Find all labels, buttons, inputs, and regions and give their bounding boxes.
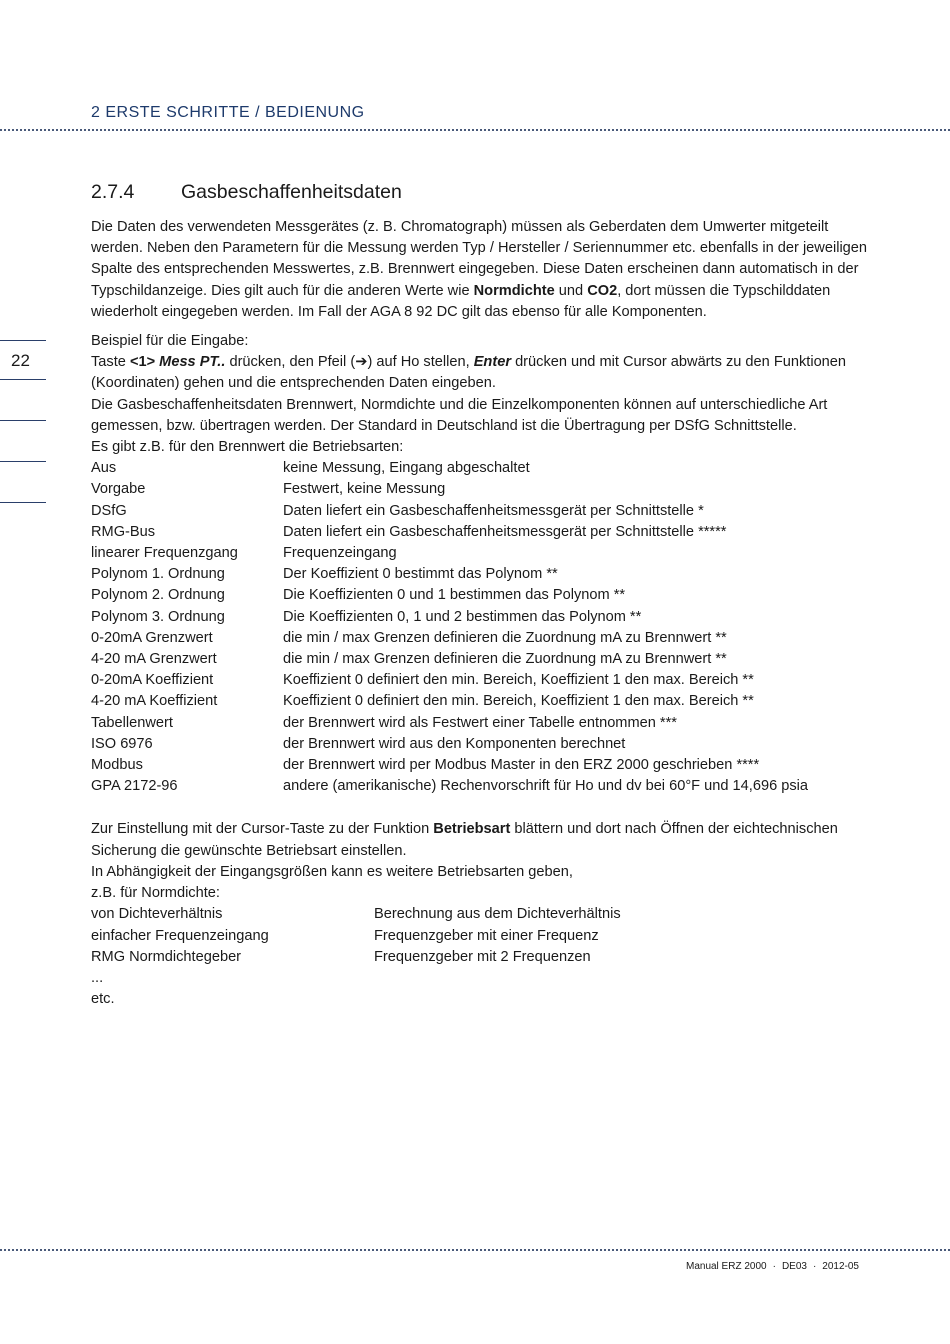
list-item <box>91 776 881 797</box>
dependency-paragraph: In Abhängigkeit der Eingangsgrößen kann es weitere Betriebsarten geben, <box>91 863 573 880</box>
etc-text: etc. <box>91 991 115 1008</box>
density-mode-name: einfacher Frequenzeingang <box>91 927 269 944</box>
intro-bold-normdichte: Normdichte <box>473 282 555 299</box>
density-mode-desc: Frequenzgeber mit 2 Frequenzen <box>374 948 591 965</box>
example-key: <1> <box>129 354 156 371</box>
mode-desc: Der Koeffizient 0 bestimmt das Polynom ** <box>283 566 558 583</box>
mode-name: Polynom 3. Ordnung <box>91 608 225 625</box>
density-mode-name: RMG Normdichtegeber <box>91 948 242 965</box>
mode-name: GPA 2172-96 <box>91 778 178 795</box>
example-text-4: drücken und mit Cursor abwärts zu den Funktionen (Koordinaten) gehen und die entsprechenden Daten eingeben. <box>91 354 847 392</box>
mode-name: linearer Frequenzgang <box>91 545 238 562</box>
mode-desc: Frequenzeingang <box>283 545 397 562</box>
list-item <box>91 755 881 776</box>
intro-text-1: Die Daten des verwendeten Messgerätes (z. B. Chromatograph) müssen als Geberdaten dem Umwerter mitgeteilt werden. Neben den Parametern für die Messung werden Typ / Hersteller / Seriennummer etc. ebenfalls in der jeweiligen Spalte des entsprechenden Messwertes, z.B. Brennwert eingegeben. Diese Daten erscheinen dann automatisch in der Typschildanzeige. Dies gilt auch für die anderen Werte wie <box>91 219 868 299</box>
density-modes-list <box>91 904 881 968</box>
mode-desc: die min / max Grenzen definieren die Zuordnung mA zu Brennwert ** <box>283 651 727 668</box>
density-mode-desc: Frequenzgeber mit einer Frequenz <box>374 927 599 944</box>
mode-name: ISO 6976 <box>91 735 153 752</box>
list-item <box>91 904 881 925</box>
ellipsis: ... <box>91 969 104 986</box>
list-item <box>91 522 881 543</box>
list-item <box>91 501 881 522</box>
mode-desc: andere (amerikanische) Rechenvorschrift für Ho und dv bei 60°F und 14,696 psia <box>283 778 809 795</box>
mode-name: Tabellenwert <box>91 714 173 731</box>
footer-doc: DE03 <box>781 1261 807 1272</box>
list-item <box>91 564 881 585</box>
mode-name: RMG-Bus <box>91 523 156 540</box>
intro-text-2: und <box>554 282 588 299</box>
modes-list <box>91 458 881 797</box>
list-item <box>91 607 881 628</box>
example-paragraph <box>91 352 881 394</box>
mode-name: DSfG <box>91 502 127 519</box>
intro-text-3: , dort müssen die Typschilddaten wiederholt eingegeben werden. Im Fall der AGA 8 92 DC gilt das ebenso für alle Komponenten. <box>91 282 831 320</box>
footer-separator: · <box>772 1261 776 1272</box>
list-item <box>91 734 881 755</box>
mode-desc: der Brennwert wird aus den Komponenten berechnet <box>283 735 626 752</box>
section-number: 2.7.4 <box>91 181 135 203</box>
mode-desc: keine Messung, Eingang abgeschaltet <box>283 460 530 477</box>
footer-date: 2012-05 <box>822 1261 859 1272</box>
setting-text-2: blättern und dort nach Öffnen der eichtechnischen Sicherung die gewünschte Betriebsart einstellen. <box>91 821 838 859</box>
mode-name: Aus <box>91 460 117 477</box>
page-number: 22 <box>11 351 30 370</box>
mode-name: Polynom 1. Ordnung <box>91 566 225 583</box>
mode-name: Modbus <box>91 757 143 774</box>
mode-desc: Daten liefert ein Gasbeschaffenheitsmessgerät per Schnittstelle * <box>283 502 704 519</box>
list-item <box>91 585 881 606</box>
list-item <box>91 670 881 691</box>
mode-desc: Festwert, keine Messung <box>283 481 446 498</box>
footer-separator: · <box>812 1261 817 1272</box>
margin-rule-5 <box>0 502 46 503</box>
mode-name: 4-20 mA Koeffizient <box>91 693 218 710</box>
header-dotted-divider <box>0 129 950 131</box>
mode-name: Polynom 2. Ordnung <box>91 587 225 604</box>
density-mode-desc: Berechnung aus dem Dichteverhältnis <box>374 906 621 923</box>
setting-text-1: Zur Einstellung mit der Cursor-Taste zu der Funktion <box>91 821 434 838</box>
modes-intro: Es gibt z.B. für den Brennwert die Betriebsarten: <box>91 439 404 456</box>
section-heading <box>91 181 402 204</box>
example-text-2: drücken, den Pfeil ( <box>225 354 356 371</box>
example-text-3: ) auf Ho stellen, <box>367 354 474 371</box>
footer-manual: Manual ERZ 2000 <box>685 1261 767 1272</box>
margin-rule-1 <box>0 340 46 341</box>
setting-bold-betriebsart: Betriebsart <box>433 821 511 838</box>
transfer-paragraph: Die Gasbeschaffenheitsdaten Brennwert, Normdichte und die Einzelkomponenten können auf unterschiedliche Art gemessen, bzw. übertragen werden. Der Standard in Deutschland ist die Übertragung per DSfG Schnittstelle. <box>91 396 828 434</box>
density-intro: z.B. für Normdichte: <box>91 885 220 902</box>
list-item <box>91 458 881 479</box>
example-heading: Beispiel für die Eingabe: <box>91 333 249 350</box>
mode-name: 4-20 mA Grenzwert <box>91 651 217 668</box>
margin-rule-4 <box>0 461 46 462</box>
list-item <box>91 713 881 734</box>
example-text-1: Taste <box>91 354 130 371</box>
mode-name: 0-20mA Koeffizient <box>91 672 214 689</box>
chapter-header: 2 ERSTE SCHRITTE / BEDIENUNG <box>91 104 365 121</box>
list-item <box>91 628 881 649</box>
mode-name: Vorgabe <box>91 481 146 498</box>
intro-bold-co2: CO2 <box>587 282 618 299</box>
mode-desc: Koeffizient 0 definiert den min. Bereich, Koeffizient 1 den max. Bereich ** <box>283 693 754 710</box>
section-title: Gasbeschaffenheitsdaten <box>181 181 402 203</box>
arrow-icon: ➔ <box>355 354 368 371</box>
margin-rule-2 <box>0 379 46 380</box>
list-item <box>91 691 881 712</box>
mode-desc: der Brennwert wird per Modbus Master in den ERZ 2000 geschrieben **** <box>283 757 760 774</box>
list-item <box>91 947 881 968</box>
mode-desc: die min / max Grenzen definieren die Zuordnung mA zu Brennwert ** <box>283 629 727 646</box>
mode-name: 0-20mA Grenzwert <box>91 629 213 646</box>
list-item <box>91 543 881 564</box>
footer <box>686 1261 859 1272</box>
intro-paragraph <box>91 217 881 323</box>
list-item <box>91 926 881 947</box>
mode-desc: Die Koeffizienten 0, 1 und 2 bestimmen das Polynom ** <box>283 608 642 625</box>
mode-desc: der Brennwert wird als Festwert einer Tabelle entnommen *** <box>283 714 677 731</box>
example-enter: Enter <box>473 354 512 371</box>
list-item <box>91 649 881 670</box>
mode-desc: Koeffizient 0 definiert den min. Bereich, Koeffizient 1 den max. Bereich ** <box>283 672 754 689</box>
setting-paragraph <box>91 819 881 861</box>
margin-rule-3 <box>0 420 46 421</box>
mode-desc: Die Koeffizienten 0 und 1 bestimmen das Polynom ** <box>283 587 626 604</box>
example-menu: Mess PT.. <box>159 354 226 371</box>
page-content <box>91 217 881 1010</box>
mode-desc: Daten liefert ein Gasbeschaffenheitsmessgerät per Schnittstelle ***** <box>283 523 727 540</box>
density-mode-name: von Dichteverhältnis <box>91 906 223 923</box>
list-item <box>91 479 881 500</box>
footer-dotted-divider <box>0 1249 950 1251</box>
